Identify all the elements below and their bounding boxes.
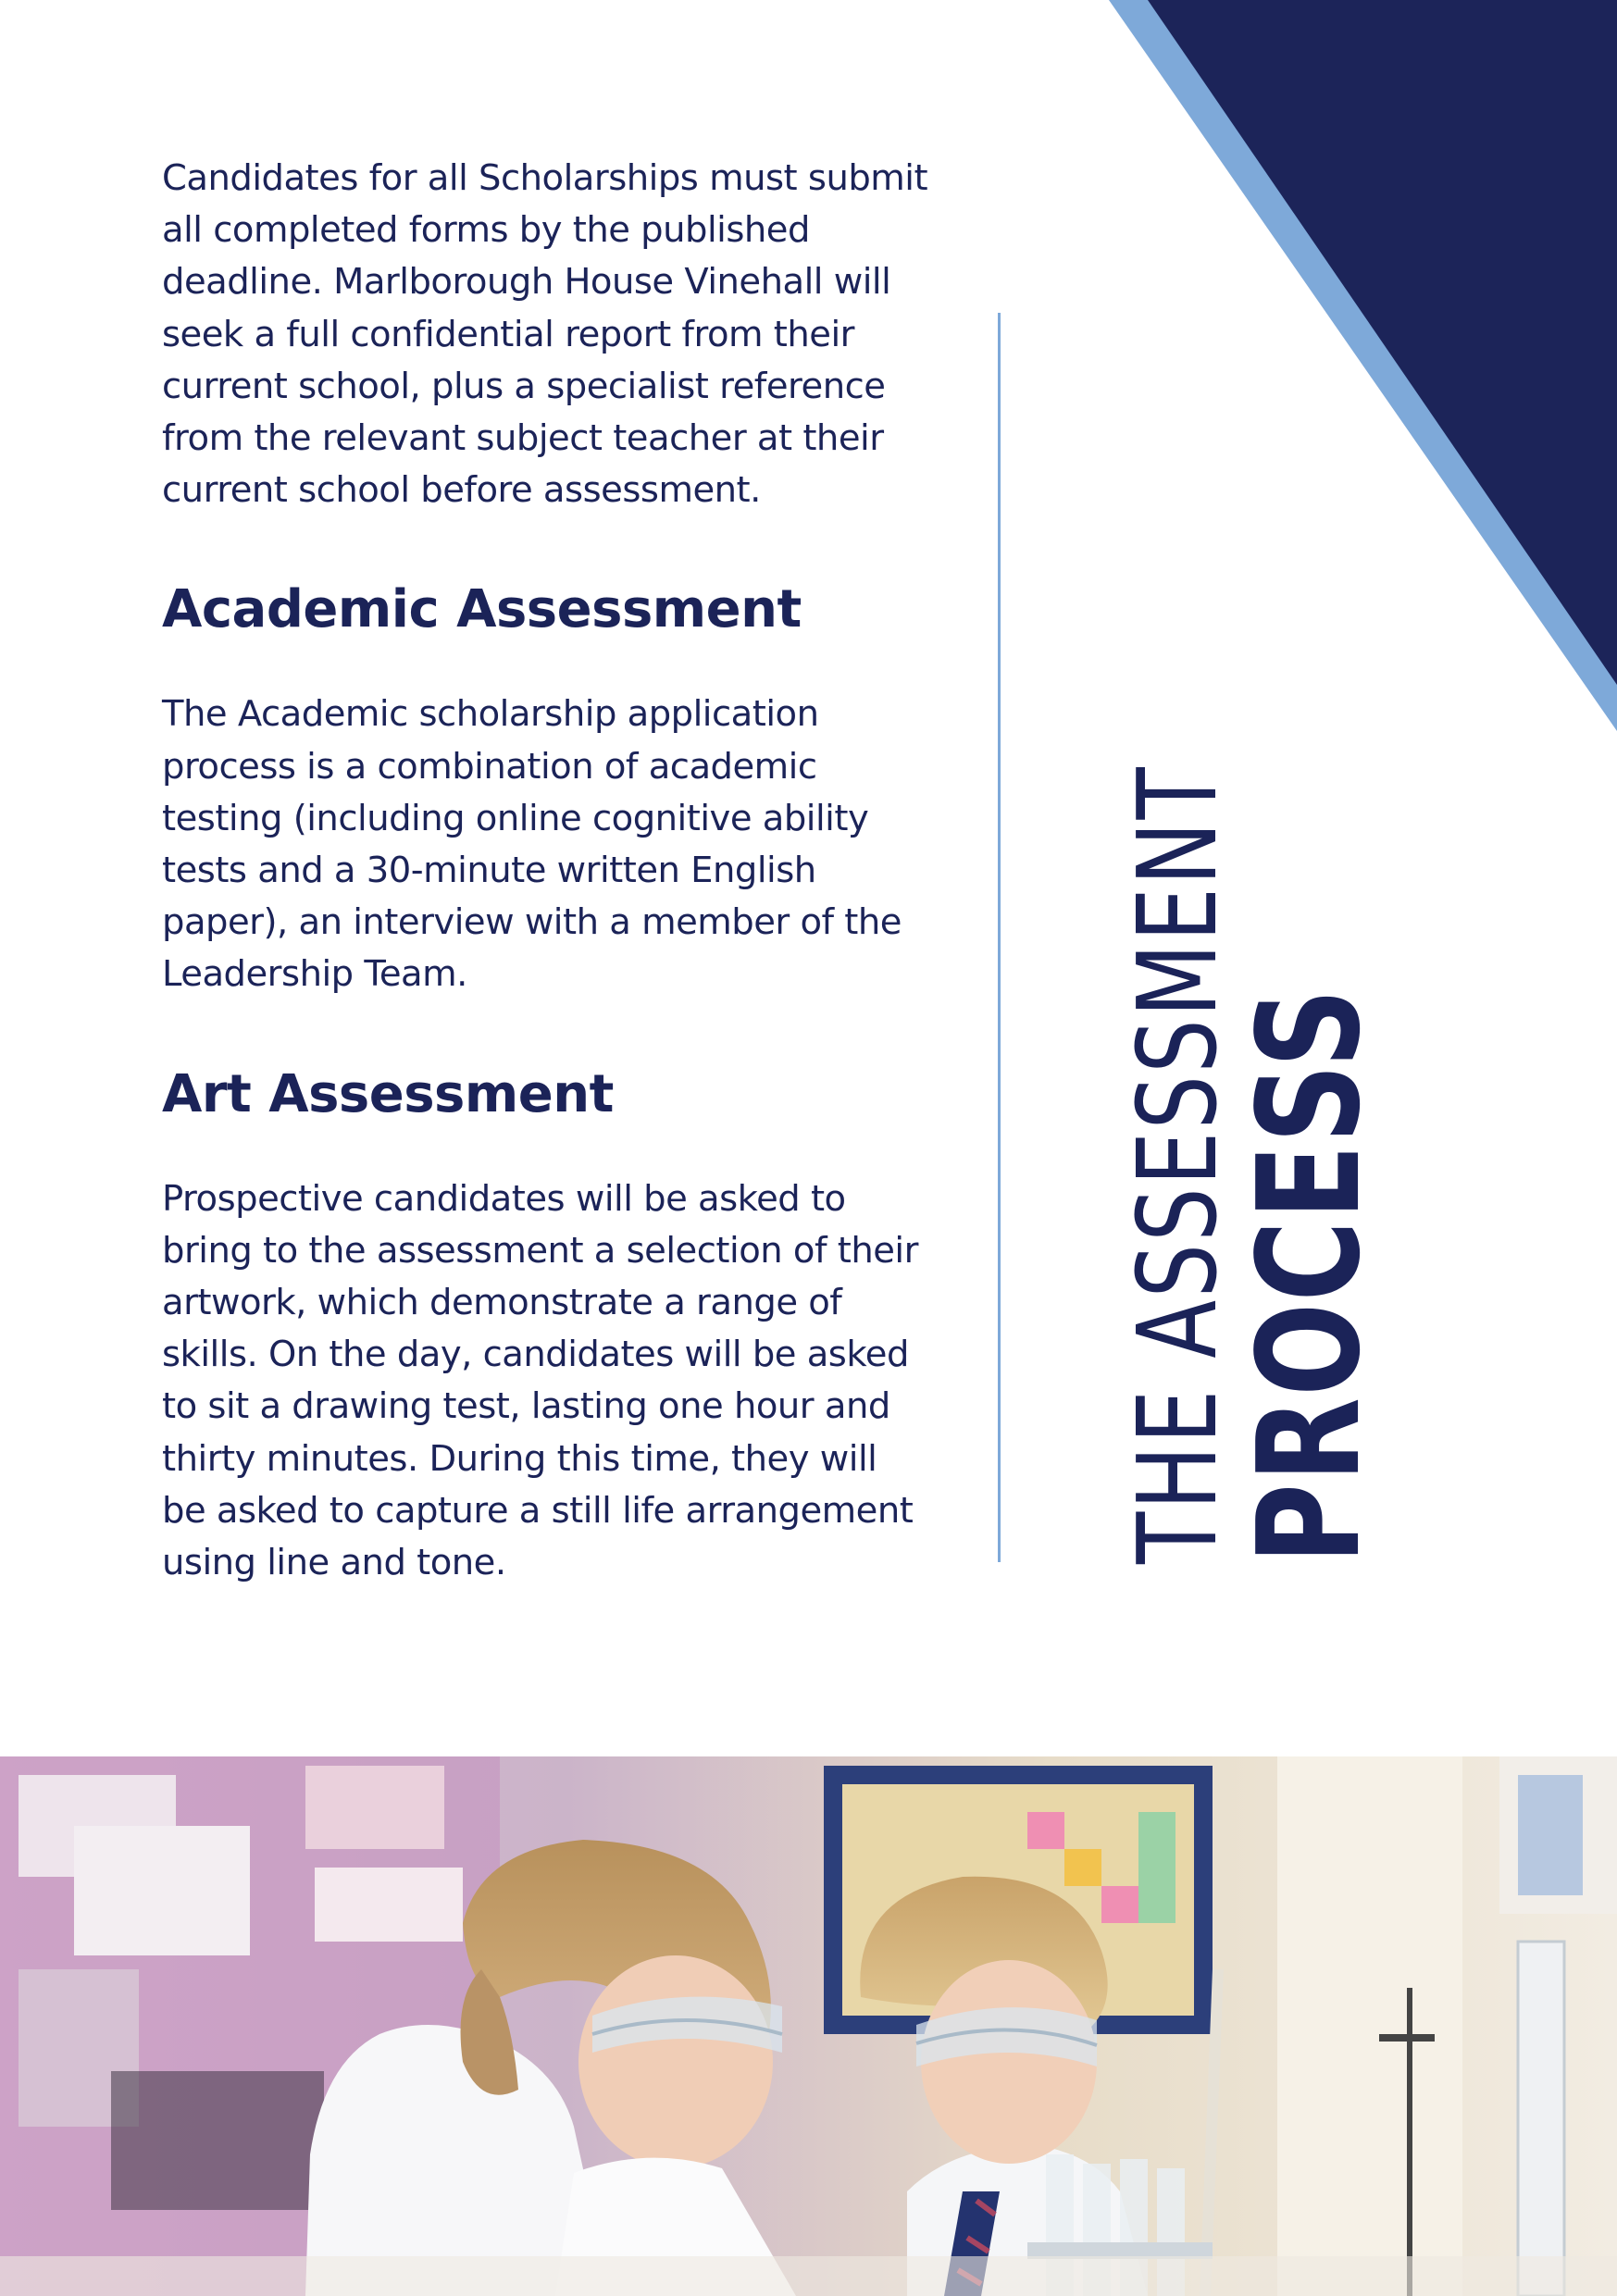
title-line-the-assessment: THE ASSESSMENT bbox=[1113, 764, 1241, 1564]
vertical-divider bbox=[998, 313, 1001, 1562]
academic-assessment-heading: Academic Assessment bbox=[162, 579, 802, 640]
academic-assessment-text: The Academic scholarship application process is a combination of academic testing (including online cognitive ability tests and a 30-minute written English paper), an interview with a member of the Leadership Team. bbox=[162, 693, 902, 996]
art-assessment-text: Prospective candidates will be asked to bring to the assessment a selection of their artwork, which demonstrate a range of skills. On the day, candidates will be asked to sit a drawing test, lasting one hour and thirty minutes. During this time, they will be asked to capture a still life arrangement using line and tone. bbox=[162, 1177, 918, 1584]
science-lab-photo bbox=[0, 1756, 1617, 2296]
page-title bbox=[1113, 540, 1391, 1564]
title-line-process: PROCESS bbox=[1227, 987, 1391, 1564]
intro-paragraph: Candidates for all Scholarships must submit all completed forms by the published deadline. Marlborough House Vinehall will seek a full confidential report from their current school, plus a specialist reference from the relevant subject teacher at their current school before assessment. bbox=[162, 157, 928, 512]
students-lab-illustration bbox=[0, 1756, 1617, 2296]
main-text-column bbox=[162, 153, 930, 1589]
art-assessment-heading: Art Assessment bbox=[162, 1063, 614, 1124]
